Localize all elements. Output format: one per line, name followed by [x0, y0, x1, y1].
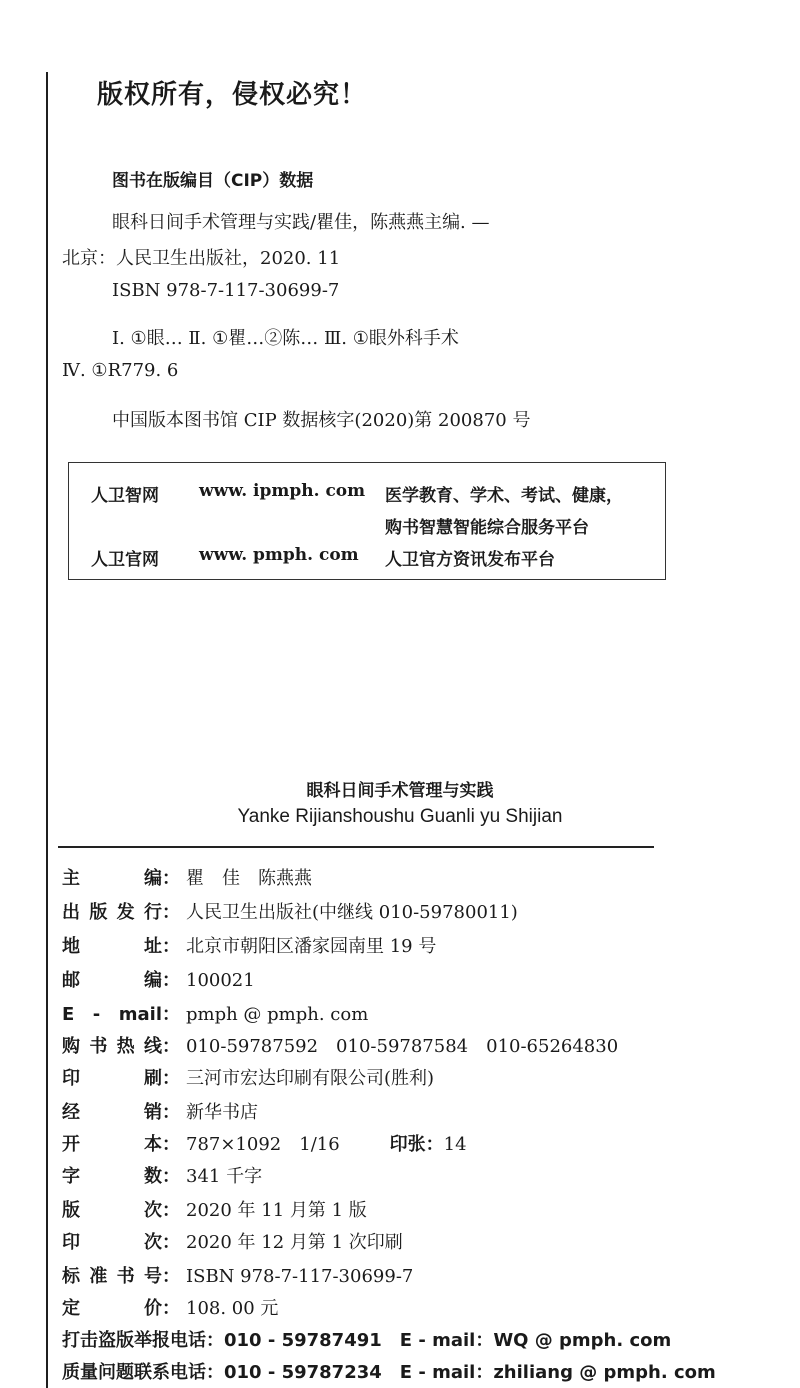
info-row-postcode: 邮编 ： 100021 — [62, 966, 255, 992]
info-value: 100021 — [186, 970, 255, 991]
info-row-hotline: 购书热线 ： 010-59787592 010-59787584 010-65264830 — [62, 1032, 618, 1058]
info-label: 主编 — [62, 868, 162, 889]
sheets-value: 14 — [443, 1134, 467, 1155]
info-row-printing: 印次 ： 2020 年 12 月第 1 次印刷 — [62, 1228, 403, 1254]
info-value: 787×1092 1/16 — [186, 1134, 340, 1155]
info-value: 三河市宏达印刷有限公司(胜利) — [186, 1068, 435, 1089]
info-label: 印刷 — [62, 1068, 162, 1089]
info-value: ISBN 978-7-117-30699-7 — [186, 1266, 414, 1287]
info-row-format: 开本 ： 787×1092 1/16 印张： 14 — [62, 1130, 467, 1156]
website-desc-1b: 购书智慧智能综合服务平台 — [385, 518, 589, 538]
website-desc-2: 人卫官方资讯发布平台 — [385, 550, 555, 570]
info-row-address: 地址 ： 北京市朝阳区潘家园南里 19 号 — [62, 932, 436, 958]
info-value: 108. 00 元 — [186, 1298, 279, 1319]
website-box — [68, 462, 666, 580]
info-label: 字数 — [62, 1166, 162, 1187]
info-label: 邮编 — [62, 970, 162, 991]
quality-contact-line — [62, 1358, 716, 1384]
cip-isbn: ISBN 978-7-117-30699-7 — [112, 280, 340, 301]
info-label: 地址 — [62, 936, 162, 957]
cip-classification-2: Ⅳ. ①R779. 6 — [62, 360, 179, 381]
cip-line-2: 北京：人民卫生出版社，2020. 11 — [62, 248, 341, 269]
website-desc-1a: 医学教育、学术、考试、健康， — [385, 486, 623, 506]
info-row-price: 定价 ： 108. 00 元 — [62, 1294, 278, 1320]
info-label: 购书热线 — [62, 1036, 162, 1057]
copyright-notice: 版权所有，侵权必究！ — [97, 80, 368, 110]
book-title: 眼科日间手术管理与实践 — [306, 781, 494, 801]
info-row-email: E - mail ： pmph @ pmph. com — [62, 1004, 369, 1025]
divider-line — [58, 846, 654, 848]
cip-classification-1: Ⅰ. ①眼… Ⅱ. ①瞿…②陈… Ⅲ. ①眼外科手术 — [112, 328, 459, 349]
quality-email-label: E - mail： — [399, 1362, 494, 1383]
info-label: 经销 — [62, 1102, 162, 1123]
info-label: 开本 — [62, 1134, 162, 1155]
website-url-1[interactable]: www. ipmph. com — [199, 481, 366, 501]
info-row-distributor: 经销 ： 新华书店 — [62, 1098, 258, 1124]
info-value: 北京市朝阳区潘家园南里 19 号 — [186, 936, 437, 957]
info-label: 标准书号 — [62, 1266, 162, 1287]
quality-phone: 010 - 59787234 — [224, 1362, 382, 1383]
info-value: 341 千字 — [186, 1166, 263, 1187]
piracy-email-label: E - mail： — [399, 1330, 494, 1351]
piracy-phone: 010 - 59787491 — [224, 1330, 382, 1351]
info-value: 010-59787592 010-59787584 010-65264830 — [186, 1036, 619, 1057]
info-row-publisher: 出版发行 ： 人民卫生出版社(中继线 010-59780011) — [62, 898, 518, 924]
left-margin-line — [46, 72, 48, 1388]
info-label: 定价 — [62, 1298, 162, 1319]
info-row-printer: 印刷 ： 三河市宏达印刷有限公司(胜利) — [62, 1064, 434, 1090]
sheets-label: 印张： — [389, 1134, 444, 1155]
cip-number: 中国版本图书馆 CIP 数据核字(2020)第 200870 号 — [112, 410, 531, 431]
info-label: E - mail — [62, 1004, 162, 1025]
info-label: 印次 — [62, 1232, 162, 1253]
piracy-email[interactable]: WQ @ pmph. com — [493, 1330, 672, 1351]
website-url-2[interactable]: www. pmph. com — [199, 545, 359, 565]
book-pinyin: Yanke Rijianshoushu Guanli yu Shijian — [237, 806, 563, 827]
info-label: 版次 — [62, 1200, 162, 1221]
info-value[interactable]: pmph @ pmph. com — [186, 1004, 369, 1025]
website-name-1: 人卫智网 — [91, 486, 159, 506]
info-label: 出版发行 — [62, 902, 162, 923]
info-value: 2020 年 11 月第 1 版 — [186, 1200, 367, 1221]
info-value: 瞿 佳 陈燕燕 — [186, 868, 312, 889]
info-row-editor: 主编 ： 瞿 佳 陈燕燕 — [62, 864, 312, 890]
info-value: 2020 年 12 月第 1 次印刷 — [186, 1232, 403, 1253]
quality-label: 质量问题联系电话： — [62, 1362, 224, 1383]
info-value: 人民卫生出版社(中继线 010-59780011) — [186, 902, 518, 923]
info-row-edition: 版次 ： 2020 年 11 月第 1 版 — [62, 1196, 367, 1222]
info-row-word-count: 字数 ： 341 千字 — [62, 1162, 262, 1188]
cip-line-1: 眼科日间手术管理与实践/瞿佳，陈燕燕主编. — — [112, 212, 490, 233]
piracy-label: 打击盗版举报电话： — [62, 1330, 224, 1351]
info-value: 新华书店 — [186, 1102, 258, 1123]
info-row-isbn: 标准书号 ： ISBN 978-7-117-30699-7 — [62, 1262, 413, 1288]
website-name-2: 人卫官网 — [91, 550, 159, 570]
cip-title: 图书在版编目（CIP）数据 — [112, 171, 314, 191]
quality-email[interactable]: zhiliang @ pmph. com — [493, 1362, 716, 1383]
piracy-report-line — [62, 1326, 671, 1352]
